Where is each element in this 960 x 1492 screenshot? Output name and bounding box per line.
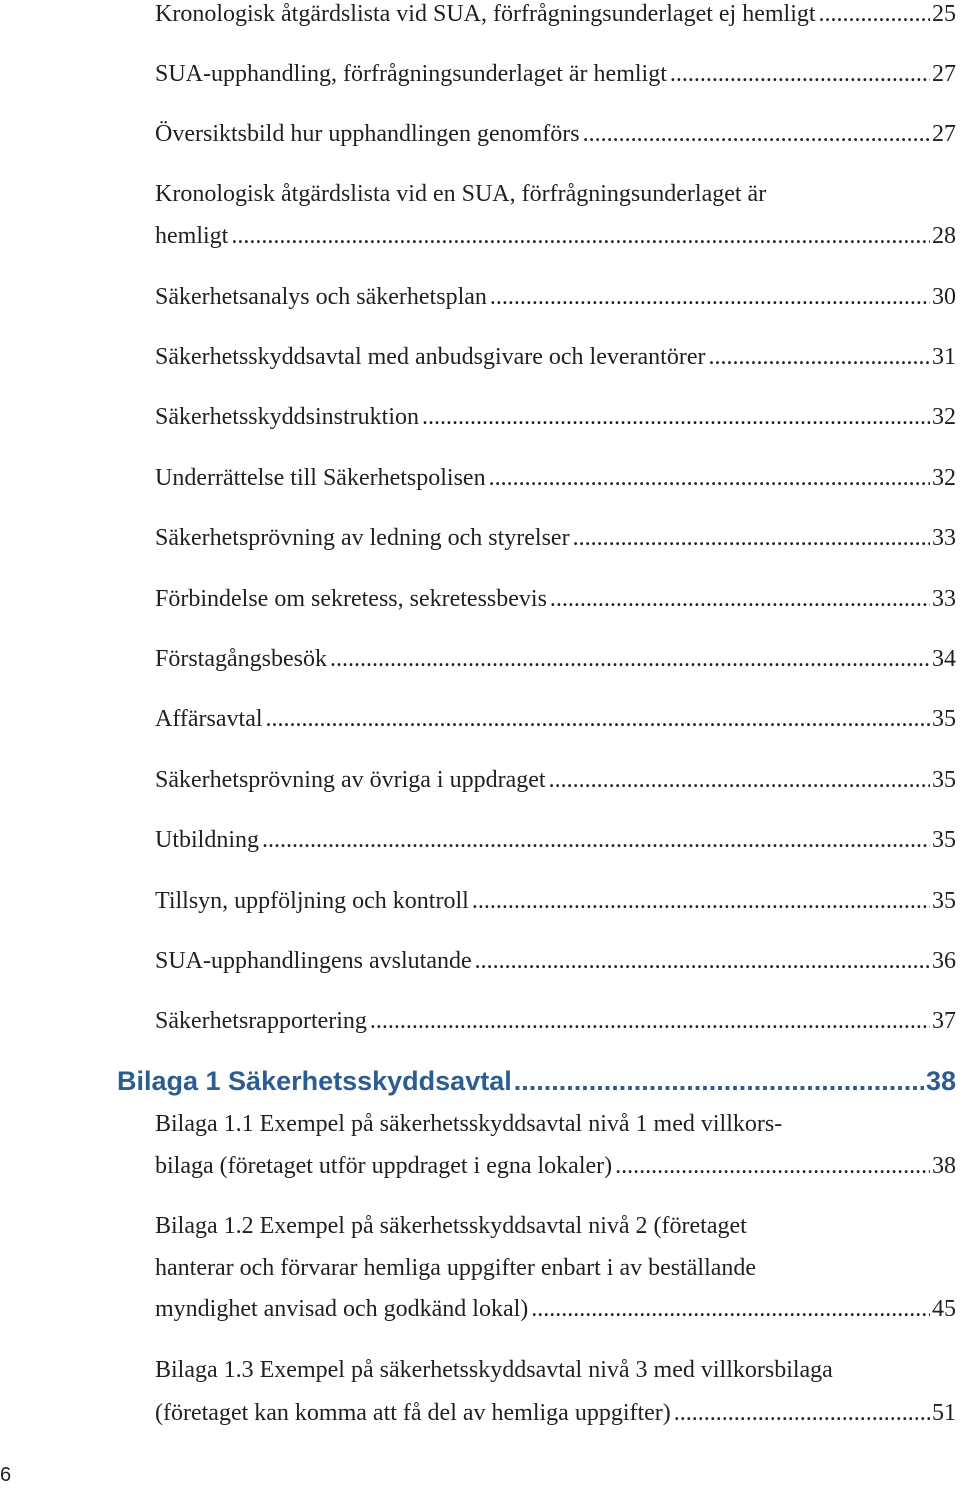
toc-entry-title: Tillsyn, uppföljning och kontroll — [155, 888, 469, 914]
dot-leader — [489, 457, 930, 499]
dot-leader — [670, 53, 930, 95]
toc-entry-page: 30 — [932, 284, 956, 310]
toc-entry-page: 31 — [932, 344, 956, 370]
page-number: 6 — [0, 1464, 12, 1486]
toc-section-heading[interactable] — [117, 1061, 956, 1101]
toc-entry-title: (företaget kan komma att få del av hemliga uppgifter) — [155, 1400, 671, 1426]
toc-entry-page: 28 — [932, 223, 956, 249]
toc-entry-title-line: Bilaga 1.3 Exempel på säkerhetsskyddsavtal nivå 3 med villkorsbilaga — [155, 1357, 833, 1383]
toc-entry-page: 38 — [932, 1153, 956, 1179]
toc-entry-page: 35 — [932, 767, 956, 793]
toc-entry-page: 32 — [932, 404, 956, 430]
toc-entry[interactable] — [155, 940, 956, 982]
dot-leader — [583, 113, 930, 155]
toc-entry[interactable] — [155, 819, 956, 861]
toc-entry-title-line: hanterar och förvarar hemliga uppgifter enbart i av beställande — [155, 1255, 757, 1281]
toc-entry-title: Förbindelse om sekretess, sekretessbevis — [155, 586, 547, 612]
dot-leader — [514, 1061, 924, 1101]
toc-entry-title: Säkerhetsskyddsavtal med anbudsgivare och leverantörer — [155, 344, 706, 370]
toc-entry[interactable] — [155, 113, 956, 155]
toc-entry-page: 36 — [932, 948, 956, 974]
dot-leader — [472, 880, 930, 922]
dot-leader — [262, 819, 930, 861]
toc-entry-page: 27 — [932, 121, 956, 147]
toc-entry-page: 25 — [932, 1, 956, 27]
toc-entry-title: Översiktsbild hur upphandlingen genomförs — [155, 121, 580, 147]
toc-entry-title: Förstagångsbesök — [155, 646, 327, 672]
toc-entry-page: 27 — [932, 61, 956, 87]
dot-leader — [231, 215, 930, 257]
toc-entry-title: Säkerhetsrapportering — [155, 1008, 367, 1034]
toc-entry-title: hemligt — [155, 223, 229, 249]
toc-entry[interactable] — [155, 336, 956, 378]
toc-entry[interactable] — [155, 1288, 956, 1330]
toc-entry[interactable] — [155, 1000, 956, 1042]
toc-entry[interactable] — [155, 517, 956, 559]
toc-entry-page: 35 — [932, 827, 956, 853]
toc-entry[interactable] — [155, 880, 956, 922]
dot-leader — [370, 1000, 930, 1042]
toc-entry-page: 35 — [932, 706, 956, 732]
toc-entry-page: 32 — [932, 465, 956, 491]
dot-leader — [422, 396, 930, 438]
dot-leader — [708, 336, 930, 378]
toc-entry-title: Säkerhetsanalys och säkerhetsplan — [155, 284, 487, 310]
toc-entry-page: 33 — [932, 525, 956, 551]
dot-leader — [490, 276, 930, 318]
toc-entry-title: Utbildning — [155, 827, 260, 853]
toc-entry-title: Säkerhetsprövning av övriga i uppdraget — [155, 767, 546, 793]
toc-entry[interactable] — [155, 457, 956, 499]
toc-entry[interactable] — [155, 276, 956, 318]
toc-entry-page: 45 — [932, 1296, 956, 1322]
toc-entry-title: Affärsavtal — [155, 706, 263, 732]
toc-entry[interactable] — [155, 698, 956, 740]
toc-entry-title: SUA-upphandlingens avslutande — [155, 948, 472, 974]
toc-entry[interactable] — [155, 1145, 956, 1187]
toc-entry-title-line: Bilaga 1.1 Exempel på säkerhetsskyddsavtal nivå 1 med villkors- — [155, 1111, 783, 1137]
dot-leader — [549, 759, 930, 801]
toc-entry-page: 51 — [932, 1400, 956, 1426]
toc-heading-title: Bilaga 1 Säkerhetsskyddsavtal — [117, 1066, 512, 1096]
dot-leader — [531, 1288, 930, 1330]
toc-entry-title: SUA-upphandling, förfrågningsunderlaget är hemligt — [155, 61, 667, 87]
toc-entry[interactable] — [155, 638, 956, 680]
toc-heading-page: 38 — [925, 1066, 956, 1096]
toc-entry-title: Kronologisk åtgärdslista vid SUA, förfrågningsunderlaget ej hemligt — [155, 1, 816, 27]
toc-entry-page: 33 — [932, 586, 956, 612]
toc-entry[interactable] — [155, 759, 956, 801]
toc-entry[interactable] — [155, 578, 956, 620]
dot-leader — [330, 638, 930, 680]
dot-leader — [550, 578, 930, 620]
dot-leader — [475, 940, 930, 982]
toc-entry[interactable] — [155, 396, 956, 438]
toc-entry-title-line: Kronologisk åtgärdslista vid en SUA, förfrågningsunderlaget är — [155, 181, 767, 207]
toc-entry-page: 37 — [932, 1008, 956, 1034]
toc-entry[interactable] — [155, 0, 956, 35]
toc-entry[interactable] — [155, 1392, 956, 1434]
toc-entry-page: 35 — [932, 888, 956, 914]
dot-leader — [573, 517, 930, 559]
toc-entry-title-line: Bilaga 1.2 Exempel på säkerhetsskyddsavtal nivå 2 (företaget — [155, 1213, 747, 1239]
toc-entry-title: myndighet anvisad och godkänd lokal) — [155, 1296, 529, 1322]
toc-entry-page: 34 — [932, 646, 956, 672]
toc-entry[interactable] — [155, 53, 956, 95]
dot-leader — [615, 1145, 930, 1187]
dot-leader — [674, 1392, 930, 1434]
toc-entry-title: bilaga (företaget utför uppdraget i egna lokaler) — [155, 1153, 613, 1179]
toc-entry-title: Säkerhetsskyddsinstruktion — [155, 404, 419, 430]
dot-leader — [819, 0, 930, 35]
dot-leader — [266, 698, 930, 740]
toc-entry-title: Säkerhetsprövning av ledning och styrelser — [155, 525, 570, 551]
toc-entry[interactable] — [155, 215, 956, 257]
toc-entry-title: Underrättelse till Säkerhetspolisen — [155, 465, 486, 491]
